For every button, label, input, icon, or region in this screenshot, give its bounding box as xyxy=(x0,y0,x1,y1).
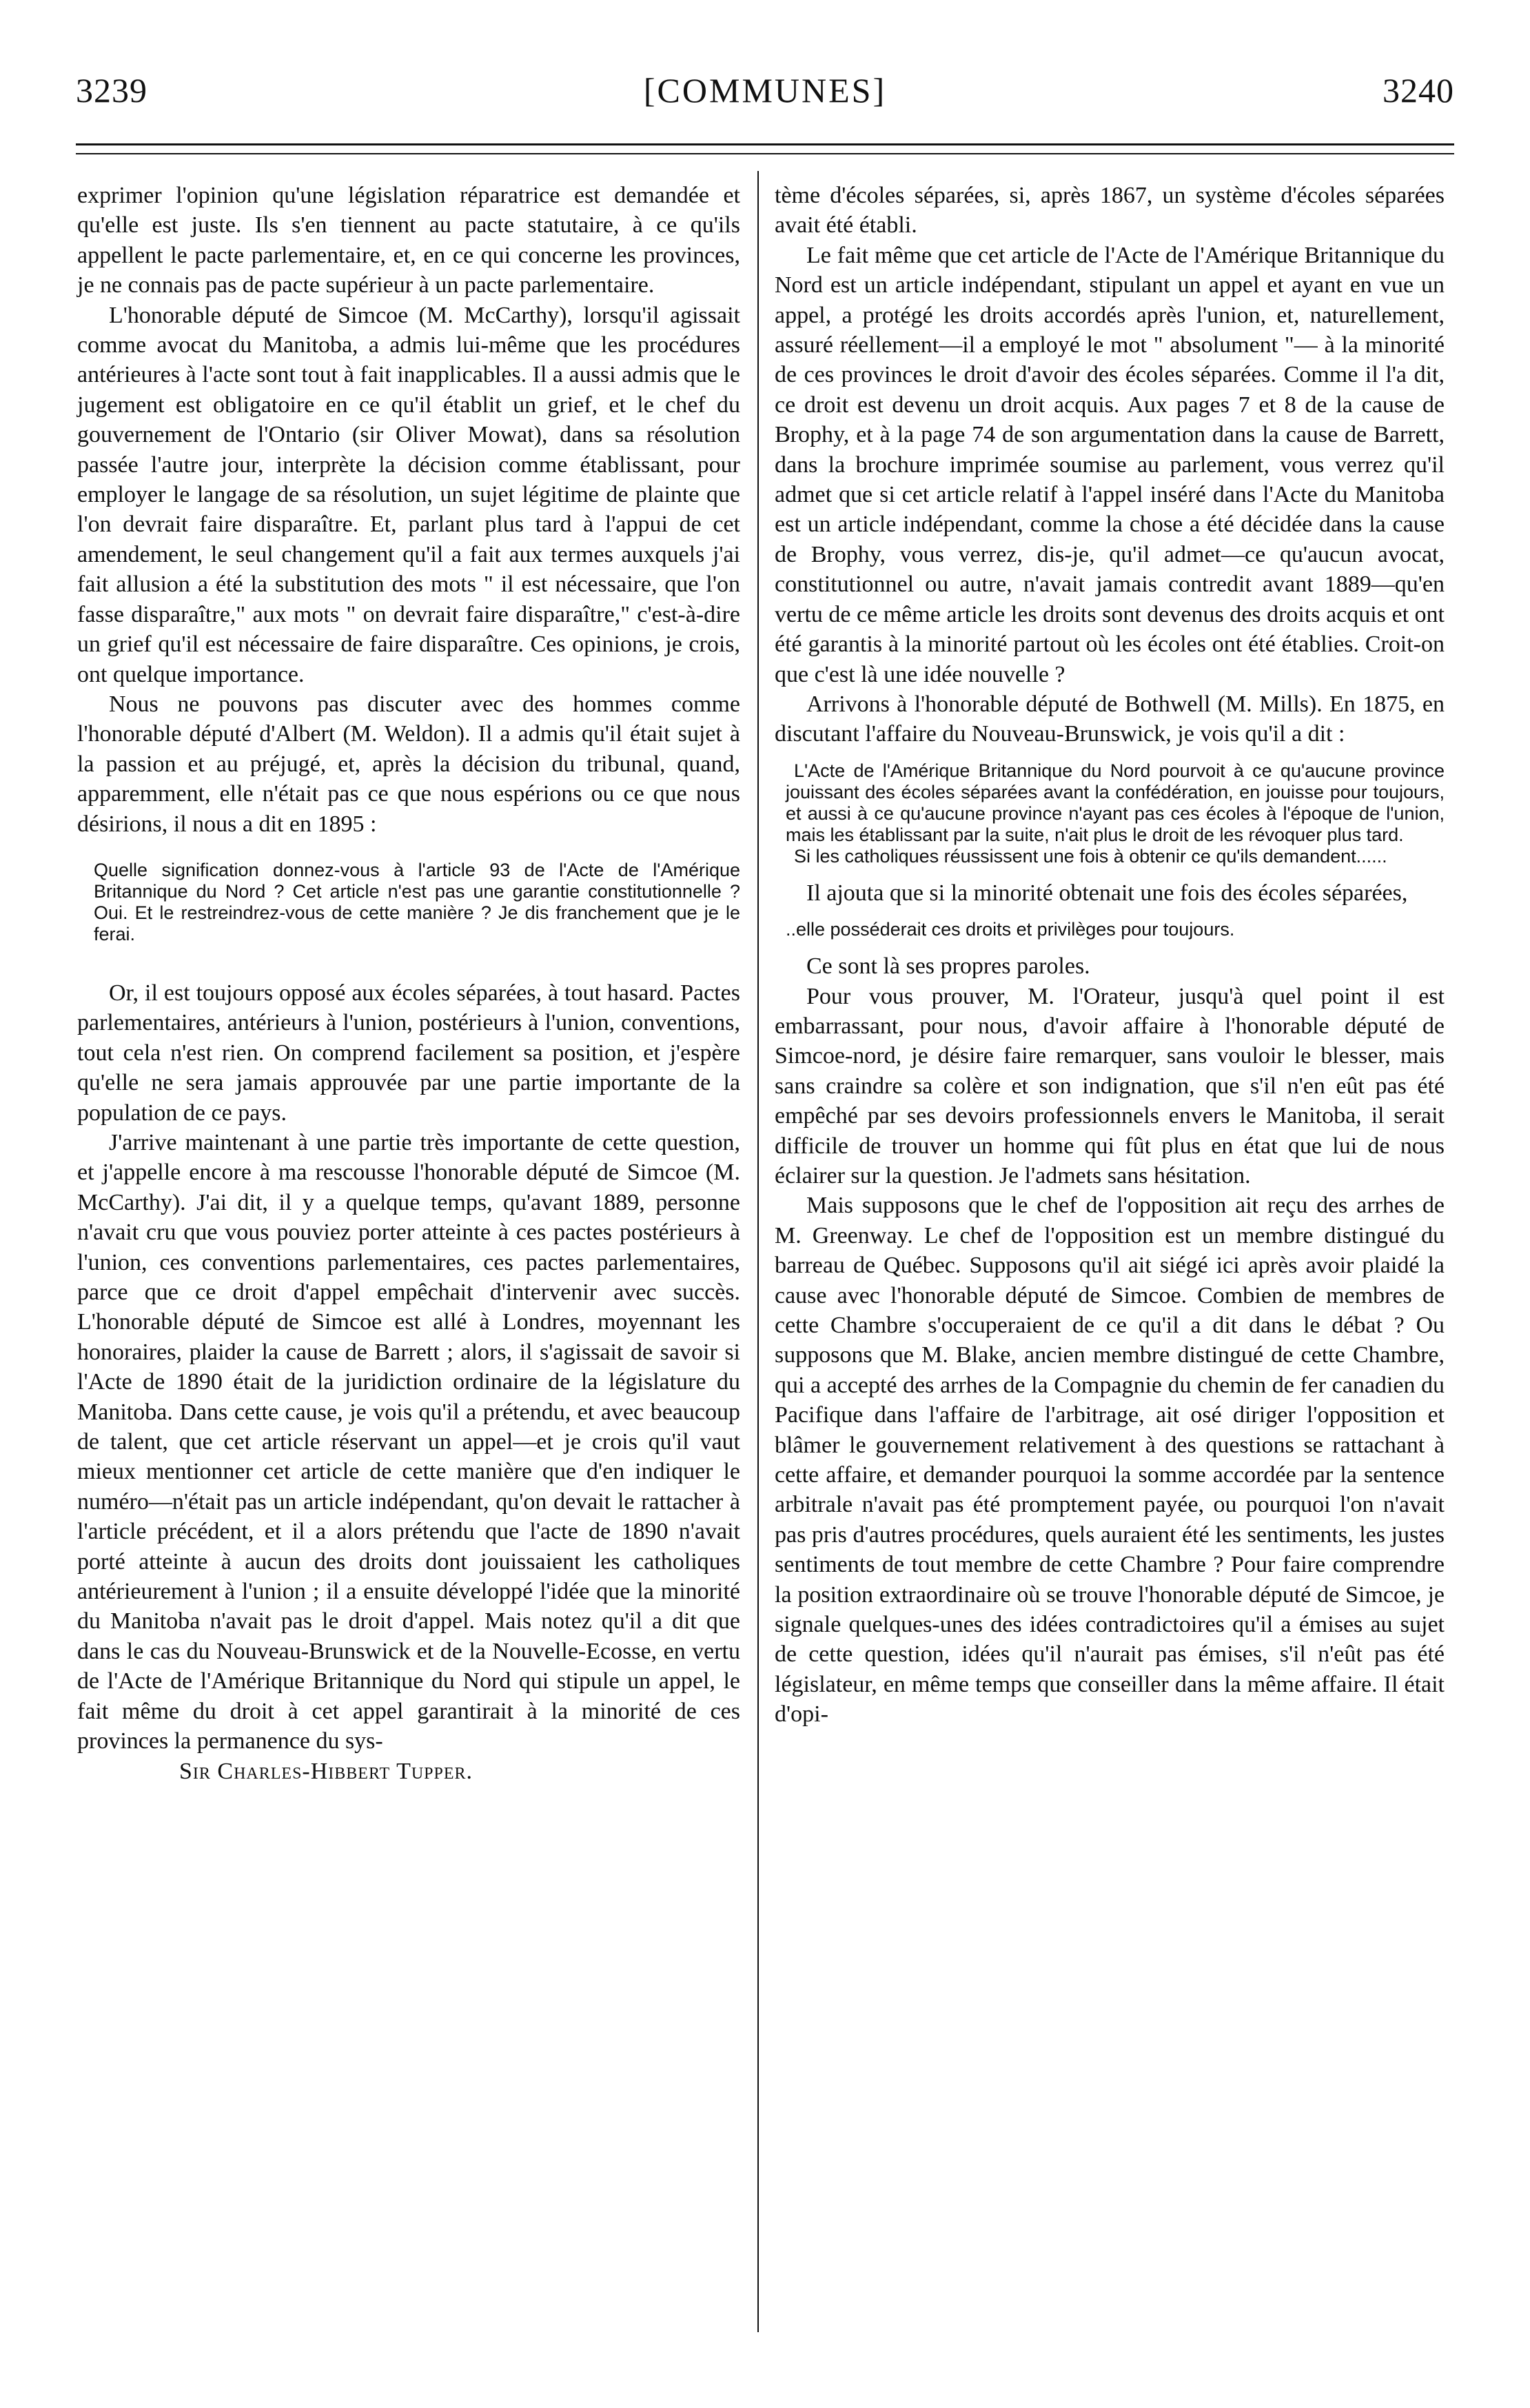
paragraph: Le fait même que cet article de l'Acte de l'Amérique Britannique du Nord est un article indépendant, stipulant un appel et ayant en vue un appel, a protégé les droits accordés après l'union, et, naturellement, assuré réellement—il a employé le mot " absolument "— à la minorité de ces provinces le droit d'avoir des écoles séparées. Comme il l'a dit, ce droit est devenu un droit acquis. Aux pages 7 et 8 de la cause de Brophy, et à la page 74 de son argumentation dans la cause de Barrett, dans la brochure imprimée soumise au parlement, vous verrez qu'il admet que si cet article relatif à l'appel inséré dans l'Acte du Manitoba est un article indépendant, comme la chose a été décidée dans la cause de Brophy, vous verrez, dis-je, qu'il admet—ce qu'aucun avocat, constitutionnel ou autre, n'avait jamais contredit avant 1889—qu'en vertu de ce même article les droits sont devenus des droits acquis et ont été garantis à la minorité partout où les écoles ont été établies. Croit-on que c'est là une idée nouvelle ? xyxy=(775,242,1445,687)
paragraph: Or, il est toujours opposé aux écoles séparées, à tout hasard. Pactes parlementaires, antérieurs à l'union, postérieurs à l'union, conventions, tout cela n'est rien. On comprend facilement sa position, et j'espère qu'elle ne sera jamais approuvée par une partie importante de la population de ce pays. xyxy=(77,980,740,1126)
paragraph: tème d'écoles séparées, si, après 1867, un système d'écoles séparées avait été établi. xyxy=(775,183,1445,239)
paragraph: Nous ne pouvons pas discuter avec des hommes comme l'honorable député d'Albert (M. Weldon). Il a admis qu'il était sujet à la passion et au préjugé, et, après la décision du tribunal, quand, apparemment, elle n'était pas ce que nous espérions ou ce que nous désirions, il nous a dit en 1895 : xyxy=(77,691,740,837)
speaker-signature xyxy=(77,1757,740,1786)
quotation: ..elle posséderait ces droits et privilèges pour toujours. xyxy=(786,919,1235,940)
quotation: L'Acte de l'Amérique Britannique du Nord pourvoit à ce qu'aucune province jouissant des écoles séparées avant la confédération, en jouisse pour toujours, et aussi à ce qu'aucune province n'ayant pas ces écoles à l'époque de l'union, mais les établissant par la suite, n'ait plus le droit de les révoquer plus tard. xyxy=(786,760,1445,845)
speaker-name: Sir Charles-Hibbert Tupper. xyxy=(179,1758,473,1784)
paragraph: Arrivons à l'honorable député de Bothwell (M. Mills). En 1875, en discutant l'affaire du Nouveau-Brunswick, je vois qu'il a dit : xyxy=(775,691,1445,747)
running-title: [COMMUNES] xyxy=(643,71,887,110)
paragraph: Mais supposons que le chef de l'opposition ait reçu des arrhes de M. Greenway. Le chef de l'opposition est un membre distingué du barreau de Québec. Supposons qu'il ait siégé ici après avoir plaidé la cause avec l'honorable député de Simcoe. Combien de membres de cette Chambre s'occuperaient de ce qu'il a dit dans le débat ? Ou supposons que M. Blake, ancien membre distingué de cette Chambre, qui a accepté des arrhes de la Compagnie du chemin de fer canadien du Pacifique dans l'affaire de l'arbitrage, ait osé diriger l'opposition et blâmer le gouvernement relativement à des questions se rattachant à cette affaire, et demander pourquoi la somme accordée par la sentence arbitrale n'avait pas été promptement payée, ou pourquoi l'on n'avait pas pris d'autres procédures, quels auraient été les sentiments, les justes sentiments de tout membre de cette Chambre ? Pour faire comprendre la position extraordinaire où se trouve l'honorable député de Simcoe, je signale quelques-unes des idées contradictoires qu'il a émises au sujet de cette question, idées qu'il n'aurait pas émises, s'il n'eût pas été législateur, en même temps que conseiller dans la même affaire. Il était d'opi- xyxy=(775,1193,1445,1728)
paragraph: Pour vous prouver, M. l'Orateur, jusqu'à quel point il est embarrassant, pour nous, d'avoir affaire à l'honorable député de Simcoe-nord, je désire faire remarquer, sans vouloir le blesser, mais sans craindre sa colère et son indignation, que s'il n'en eût pas été empêché par ses devoirs professionnels envers le Manitoba, il serait difficile de trouver un homme qui fût plus en état que lui de nous éclairer sur la question. Je l'admets sans hésitation. xyxy=(775,983,1445,1188)
quotation: Quelle signification donnez-vous à l'article 93 de l'Acte de l'Amérique Britannique du Nord ? Cet article n'est pas une garantie constitutionnelle ? Oui. Et le restreindrez-vous de cette manière ? Je dis franchement que je le ferai. xyxy=(94,859,740,944)
header-rule-thin xyxy=(76,153,1454,154)
header-rule-thick xyxy=(76,143,1454,145)
left-column xyxy=(77,181,740,1786)
quotation: Si les catholiques réussissent une fois à obtenir ce qu'ils demandent...... xyxy=(794,845,1387,867)
right-column xyxy=(775,181,1445,1730)
page-number-right: 3240 xyxy=(1383,71,1454,110)
column-divider xyxy=(757,171,759,2332)
paragraph: Il ajouta que si la minorité obtenait une fois des écoles séparées, xyxy=(806,880,1408,906)
paragraph: L'honorable député de Simcoe (M. McCarthy), lorsqu'il agissait comme avocat du Manitoba, a admis lui-même que les procédures antérieures à l'acte sont tout à fait inapplicables. Il a aussi admis que le jugement est obligatoire en ce qu'il établit un grief, et le chef du gouvernement de l'Ontario (sir Oliver Mowat), dans sa résolution passée l'autre jour, interprète la décision comme établissant, pour employer le langage de sa résolution, un sujet légitime de plainte que l'on devrait faire disparaître. Et, parlant plus tard à l'appui de cet amendement, le seul changement qu'il a fait aux termes auxquels j'ai fait allusion a été la substitution des mots " il est nécessaire, que l'on fasse disparaître," aux mots " on devrait faire disparaître," c'est-à-dire un grief qu'il est nécessaire de faire disparaître. Ces opinions, je crois, ont quelque importance. xyxy=(77,302,740,687)
paragraph: Ce sont là ses propres paroles. xyxy=(806,953,1090,980)
paragraph: J'arrive maintenant à une partie très importante de cette question, et j'appelle encore à ma rescousse l'honorable député de Simcoe (M. McCarthy). J'ai dit, il y a quelque temps, qu'avant 1889, personne n'avait cru que vous pouviez porter atteinte à ces pactes postérieurs à l'union, ces conventions parlementaires, ces pactes parlementaires, parce que ce droit d'appel empêchait d'intervenir avec succès. L'honorable député de Simcoe est allé à Londres, moyennant les honoraires, plaider la cause de Barrett ; alors, il s'agissait de savoir si l'Acte de 1890 était de la juridiction ordinaire de la législature du Manitoba. Dans cette cause, je vois qu'il a prétendu, et avec beaucoup de talent, que cet article réservant un appel—et je crois qu'il vaut mieux mentionner cet article de cette manière que d'en indiquer le numéro—n'était pas un article indépendant, qu'on devait le rattacher à l'article précédent, et il a alors prétendu que l'acte de 1890 n'avait porté atteinte à aucun des droits dont jouissaient les catholiques antérieurement à l'union ; il a ensuite développé l'idée que la minorité du Manitoba n'avait pas le droit d'appel. Mais notez qu'il a dit que dans le cas du Nouveau-Brunswick et de la Nouvelle-Ecosse, en vertu de l'Acte de l'Amérique Britannique du Nord qui stipule un appel, le fait même du droit à cet appel garantirait à la minorité de ces provinces la permanence du sys- xyxy=(77,1129,740,1754)
page-header xyxy=(76,70,1454,119)
page-number-left: 3239 xyxy=(76,71,147,110)
paragraph: exprimer l'opinion qu'une législation réparatrice est demandée et qu'elle est juste. Ils s'en tiennent au pacte statutaire, à ce qu'ils appellent le pacte parlementaire, et, en ce qui concerne les provinces, je ne connais pas de pacte supérieur à un pacte parlementaire. xyxy=(77,183,740,299)
